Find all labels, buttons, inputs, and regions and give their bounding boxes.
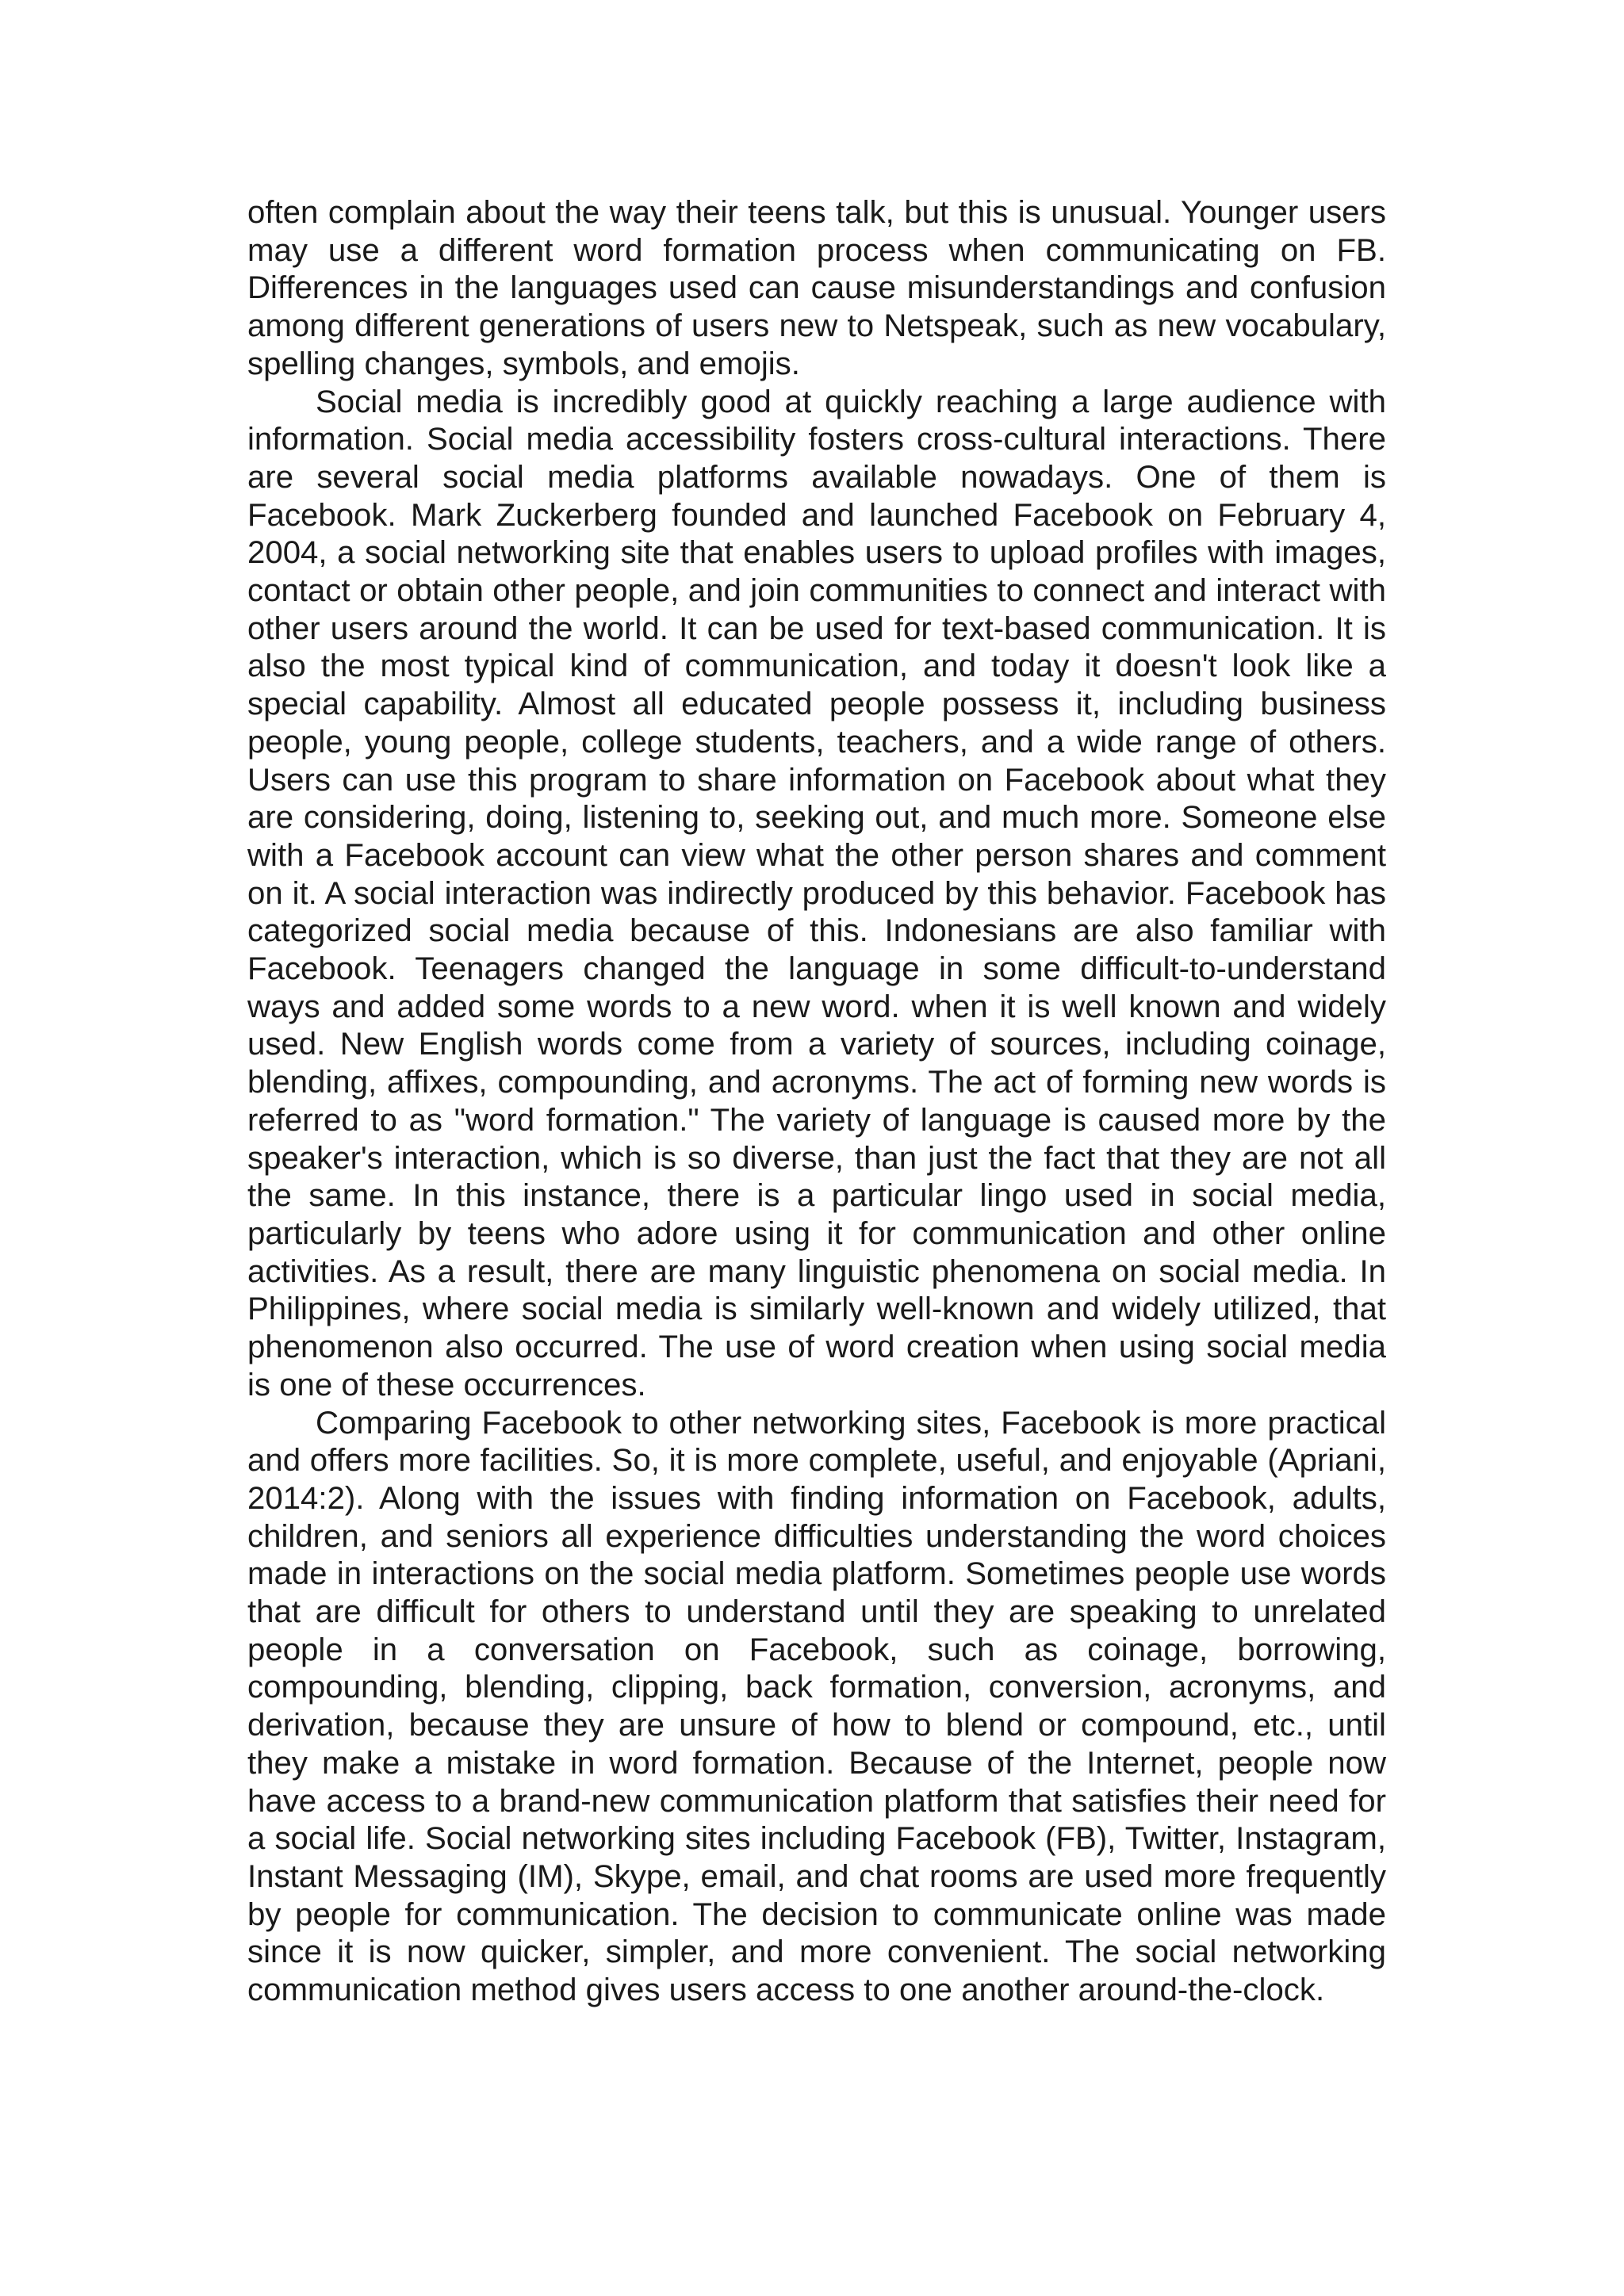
paragraph-comparing-facebook: Comparing Facebook to other networking sites, Facebook is more practical and offers more facilities. So, it is more complete, useful, and enjoyable (Apriani, 2014:2). Along with the issues with finding information on Facebook, adults, children, and seniors all experience difficulties understanding the word choices made in interactions on the social media platform. Sometimes people use words that are difficult for others to understand until they are speaking to unrelated people in a conversation on Facebook, such as coinage, borrowing, compounding, blending, clipping, back formation, conversion, acronyms, and derivation, because they are unsure of how to blend or compound, etc., until they make a mistake in word formation. Because of the Internet, people now have access to a brand-new communication platform that satisfies their need for a social life. Social networking sites including Facebook (FB), Twitter, Instagram, Instant Messaging (IM), Skype, email, and chat rooms are used more frequently by people for communication. The decision to communicate online was made since it is now quicker, simpler, and more convenient. The social networking communication method gives users access to one another around-the-clock. [247,1404,1386,2008]
paragraph-continued: often complain about the way their teens talk, but this is unusual. Younger users may use a different word formation process when communicating on FB. Differences in the languages used can cause misunderstandings and confusion among different generations of users new to Netspeak, such as new vocabulary, spelling changes, symbols, and emojis. [247,194,1386,381]
body-text [247,193,1386,2009]
paragraph-social-media-facebook: Social media is incredibly good at quickly reaching a large audience with information. Social media accessibility fosters cross-cultural interactions. There are several social media platforms available nowadays. One of them is Facebook. Mark Zuckerberg founded and launched Facebook on February 4, 2004, a social networking site that enables users to upload profiles with images, contact or obtain other people, and join communities to connect and interact with other users around the world. It can be used for text-based communication. It is also the most typical kind of communication, and today it doesn't look like a special capability. Almost all educated people possess it, including business people, young people, college students, teachers, and a wide range of others. Users can use this program to share information on Facebook about what they are considering, doing, listening to, seeking out, and much more. Someone else with a Facebook account can view what the other person shares and comment on it. A social interaction was indirectly produced by this behavior. Facebook has categorized social media because of this. Indonesians are also familiar with Facebook. Teenagers changed the language in some difficult-to-understand ways and added some words to a new word. when it is well known and widely used. New English words come from a variety of sources, including coinage, blending, affixes, compounding, and acronyms. The act of forming new words is referred to as "word formation." The variety of language is caused more by the speaker's interaction, which is so diverse, than just the fact that they are not all the same. In this instance, there is a particular lingo used in social media, particularly by teens who adore using it for communication and other online activities. As a result, there are many linguistic phenomena on social media. In Philippines, where social media is similarly well-known and widely utilized, that phenomenon also occurred. The use of word creation when using social media is one of these occurrences. [247,383,1386,1402]
